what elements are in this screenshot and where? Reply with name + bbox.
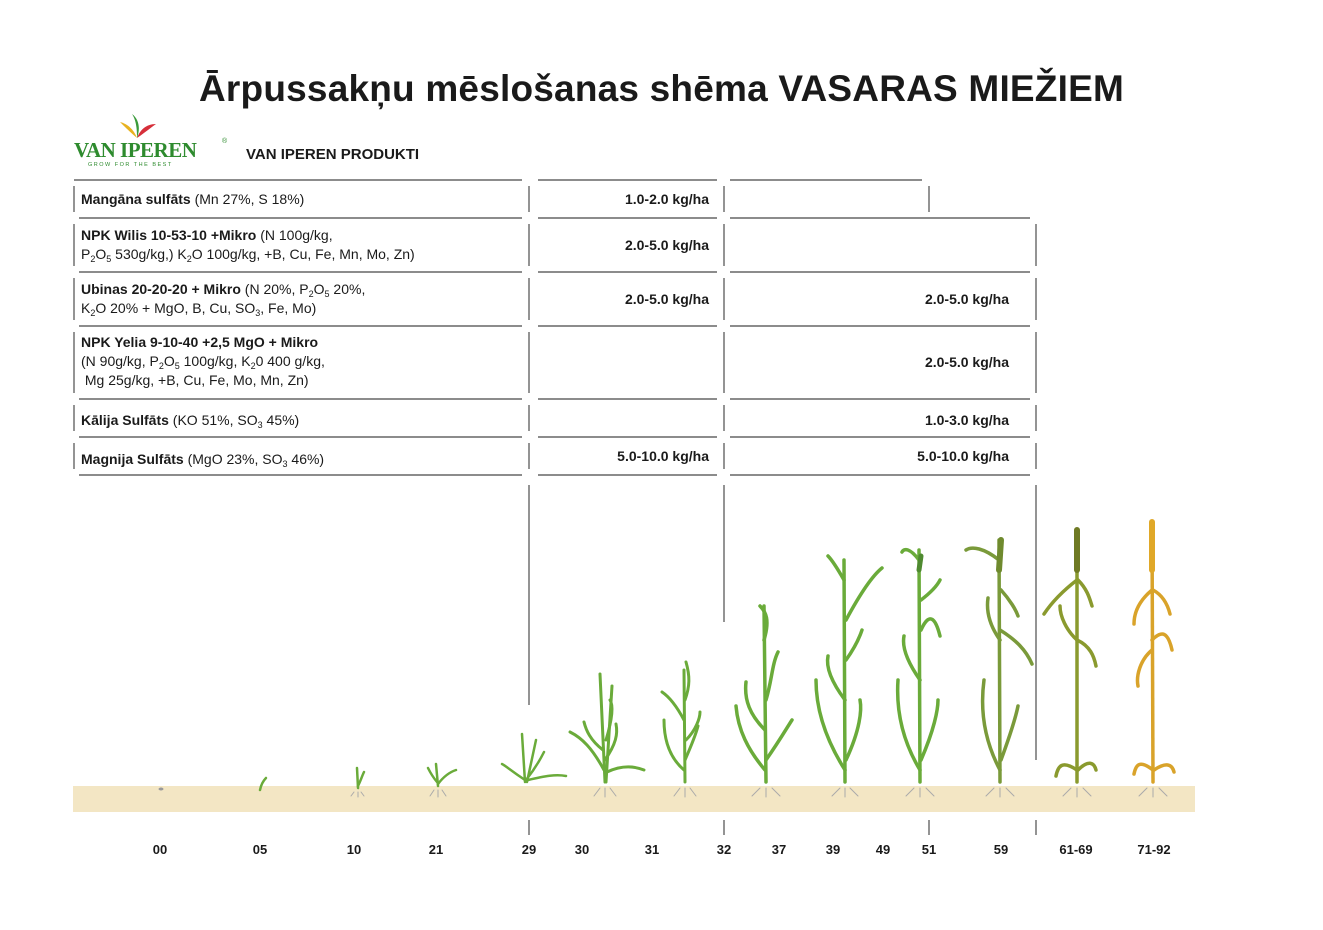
plant-stage-00 — [159, 788, 164, 791]
rate-ubinas-period2: 2.0-5.0 kg/ha — [924, 291, 1009, 307]
page-title: Ārpussakņu mēslošanas shēma VASARAS MIEŽIEM — [199, 68, 1124, 109]
product-name: Magnija Sulfāts — [81, 451, 184, 467]
rate-potassium-period2: 1.0-3.0 kg/ha — [924, 412, 1009, 428]
rate-npk-yelia-period2: 2.0-5.0 kg/ha — [924, 354, 1009, 370]
stage-label: 37 — [771, 842, 787, 857]
plant-stage-39 — [816, 556, 882, 797]
rate-magnesium-period2: 5.0-10.0 kg/ha — [917, 448, 1009, 464]
stage-label: 10 — [346, 842, 362, 857]
stage-label: 49 — [875, 842, 891, 857]
product-name: Kālija Sulfāts — [81, 412, 169, 428]
stage-label: 05 — [252, 842, 268, 857]
plant-stage-31 — [662, 662, 700, 797]
rate-npk-wilis-period1: 2.0-5.0 kg/ha — [624, 237, 709, 253]
products-heading: VAN IPEREN PRODUKTI — [246, 146, 420, 163]
logo-tagline: GROW FOR THE BEST — [88, 162, 173, 168]
logo-registered-mark: ® — [222, 138, 228, 145]
plant-stage-61-69 — [1044, 530, 1096, 797]
plant-stage-59 — [966, 540, 1032, 797]
product-row-magnesium-sulfate: Magnija Sulfāts (MgO 23%, $SO_3$ 46%) — [81, 451, 325, 469]
product-row-npk-wilis: NPK Wilis 10-53-10 +Mikro (N 100g/kg, $P_2O_5$ 530g/kg,) $K_2O$ 100g/kg, +B, Cu, Fe, Mn, Mo, Zn) — [81, 227, 415, 264]
product-composition: (Mn 27%, S 18%) — [190, 191, 305, 207]
soil-band — [73, 786, 1195, 812]
product-name: NPK Yelia 9-10-40 +2,5 MgO + Mikro — [81, 334, 319, 350]
stage-label: 31 — [644, 842, 660, 857]
plant-stage-30 — [570, 674, 644, 797]
stage-label: 39 — [825, 842, 841, 857]
stage-label: 61-69 — [1059, 842, 1093, 857]
stage-label: 30 — [574, 842, 590, 857]
stage-label: 00 — [152, 842, 168, 857]
product-name: NPK Wilis 10-53-10 +Mikro — [81, 227, 257, 243]
stage-label: 51 — [921, 842, 937, 857]
plant-stage-71-92 — [1134, 522, 1174, 797]
rate-magnesium-period1: 5.0-10.0 kg/ha — [617, 448, 709, 464]
stage-label: 29 — [521, 842, 537, 857]
stage-label: 59 — [993, 842, 1009, 857]
stage-label: 71-92 — [1137, 842, 1171, 857]
logo-name: VAN IPEREN — [74, 138, 197, 162]
plant-stage-37 — [736, 606, 792, 797]
plant-stage-51 — [898, 550, 940, 797]
stage-label: 21 — [428, 842, 444, 857]
product-row-npk-yelia: NPK Yelia 9-10-40 +2,5 MgO + Mikro (N 90g/kg, $P_2O_5$ 100g/kg, $K_20$ 400 g/kg, Mg 25g/kg, +B, Cu, Fe, Mo, Mn, Zn) — [81, 334, 325, 388]
product-name: Mangāna sulfāts — [81, 191, 191, 207]
product-name: Ubinas 20-20-20 + Mikro — [81, 281, 241, 297]
stage-label: 32 — [716, 842, 732, 857]
rate-ubinas-period1: 2.0-5.0 kg/ha — [624, 291, 709, 307]
plant-stage-10 — [351, 768, 364, 797]
product-row-potassium-sulfate: Kālija Sulfāts (KO 51%, $SO_3$ 45%) — [81, 412, 300, 430]
plant-stage-29 — [502, 734, 566, 782]
product-row-ubinas: Ubinas 20-20-20 + Mikro (N 20%, $P_2O_5$ 20%, $K_2O$ 20% + MgO, B, Cu, $SO_3$, Fe, Mo) — [81, 281, 366, 318]
rate-manganese-period1: 1.0-2.0 kg/ha — [624, 191, 709, 207]
